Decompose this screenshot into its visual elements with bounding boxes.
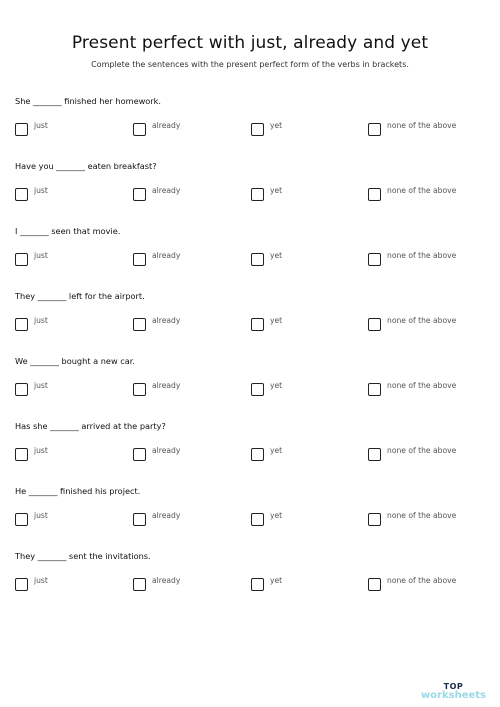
option-label: just bbox=[34, 186, 48, 195]
question-item bbox=[0, 421, 500, 486]
logo-top-text: TOP bbox=[443, 682, 464, 691]
page-title: Present perfect with just, already and yet bbox=[71, 33, 429, 54]
question-text: We _______ bought a new car. bbox=[15, 356, 135, 366]
checkbox[interactable] bbox=[251, 383, 264, 396]
option-label: already bbox=[152, 381, 181, 390]
option-label: none of the above bbox=[387, 511, 457, 520]
checkbox[interactable] bbox=[368, 188, 381, 201]
option-label: yet bbox=[270, 576, 283, 585]
option-label: yet bbox=[270, 186, 283, 195]
question-text: She _______ finished her homework. bbox=[15, 96, 162, 106]
checkbox[interactable] bbox=[15, 188, 28, 201]
checkbox[interactable] bbox=[15, 578, 28, 591]
option-label: already bbox=[152, 316, 181, 325]
logo-bottom-text: worksheets bbox=[420, 690, 486, 701]
checkbox[interactable] bbox=[133, 253, 146, 266]
option-label: just bbox=[34, 446, 48, 455]
checkbox[interactable] bbox=[133, 188, 146, 201]
question-item bbox=[0, 291, 500, 356]
checkbox[interactable] bbox=[368, 578, 381, 591]
question-item bbox=[0, 551, 500, 616]
checkbox[interactable] bbox=[15, 448, 28, 461]
question-item bbox=[0, 161, 500, 226]
question-item bbox=[0, 226, 500, 291]
question-text: He _______ finished his project. bbox=[15, 486, 141, 496]
option-label: just bbox=[34, 511, 48, 520]
option-label: none of the above bbox=[387, 576, 457, 585]
checkbox[interactable] bbox=[133, 383, 146, 396]
option-label: just bbox=[34, 381, 48, 390]
checkbox[interactable] bbox=[251, 188, 264, 201]
option-label: none of the above bbox=[387, 251, 457, 260]
option-label: none of the above bbox=[387, 316, 457, 325]
option-label: yet bbox=[270, 251, 283, 260]
option-label: already bbox=[152, 446, 181, 455]
checkbox[interactable] bbox=[133, 513, 146, 526]
option-label: already bbox=[152, 511, 181, 520]
checkbox[interactable] bbox=[133, 448, 146, 461]
checkbox[interactable] bbox=[133, 123, 146, 136]
checkbox[interactable] bbox=[15, 513, 28, 526]
checkbox[interactable] bbox=[251, 578, 264, 591]
checkbox[interactable] bbox=[251, 253, 264, 266]
question-item bbox=[0, 486, 500, 551]
option-label: already bbox=[152, 576, 181, 585]
option-label: none of the above bbox=[387, 186, 457, 195]
option-label: none of the above bbox=[387, 121, 457, 130]
topworksheets-logo bbox=[421, 683, 486, 701]
checkbox[interactable] bbox=[15, 318, 28, 331]
option-label: just bbox=[34, 316, 48, 325]
option-label: yet bbox=[270, 121, 283, 130]
option-label: just bbox=[34, 576, 48, 585]
question-text: I _______ seen that movie. bbox=[15, 226, 121, 236]
question-text: They _______ sent the invitations. bbox=[15, 551, 151, 561]
checkbox[interactable] bbox=[368, 383, 381, 396]
question-text: Has she _______ arrived at the party? bbox=[15, 421, 166, 431]
checkbox[interactable] bbox=[133, 578, 146, 591]
option-label: already bbox=[152, 251, 181, 260]
question-text: They _______ left for the airport. bbox=[15, 291, 145, 301]
option-label: already bbox=[152, 121, 181, 130]
option-label: yet bbox=[270, 316, 283, 325]
checkbox[interactable] bbox=[251, 448, 264, 461]
checkbox[interactable] bbox=[15, 383, 28, 396]
option-label: already bbox=[152, 186, 181, 195]
instructions: Complete the sentences with the present perfect form of the verbs in brackets. bbox=[91, 60, 409, 69]
question-item bbox=[0, 96, 500, 161]
option-label: none of the above bbox=[387, 381, 457, 390]
checkbox[interactable] bbox=[15, 123, 28, 136]
checkbox[interactable] bbox=[368, 123, 381, 136]
option-label: just bbox=[34, 251, 48, 260]
option-label: none of the above bbox=[387, 446, 457, 455]
checkbox[interactable] bbox=[251, 318, 264, 331]
question-text: Have you _______ eaten breakfast? bbox=[15, 161, 157, 171]
option-label: yet bbox=[270, 381, 283, 390]
question-item bbox=[0, 356, 500, 421]
checkbox[interactable] bbox=[15, 253, 28, 266]
option-label: yet bbox=[270, 511, 283, 520]
checkbox[interactable] bbox=[368, 253, 381, 266]
checkbox[interactable] bbox=[251, 123, 264, 136]
option-label: yet bbox=[270, 446, 283, 455]
checkbox[interactable] bbox=[368, 513, 381, 526]
checkbox[interactable] bbox=[368, 448, 381, 461]
checkbox[interactable] bbox=[251, 513, 264, 526]
option-label: just bbox=[34, 121, 48, 130]
checkbox[interactable] bbox=[133, 318, 146, 331]
question-list bbox=[0, 96, 500, 616]
checkbox[interactable] bbox=[368, 318, 381, 331]
